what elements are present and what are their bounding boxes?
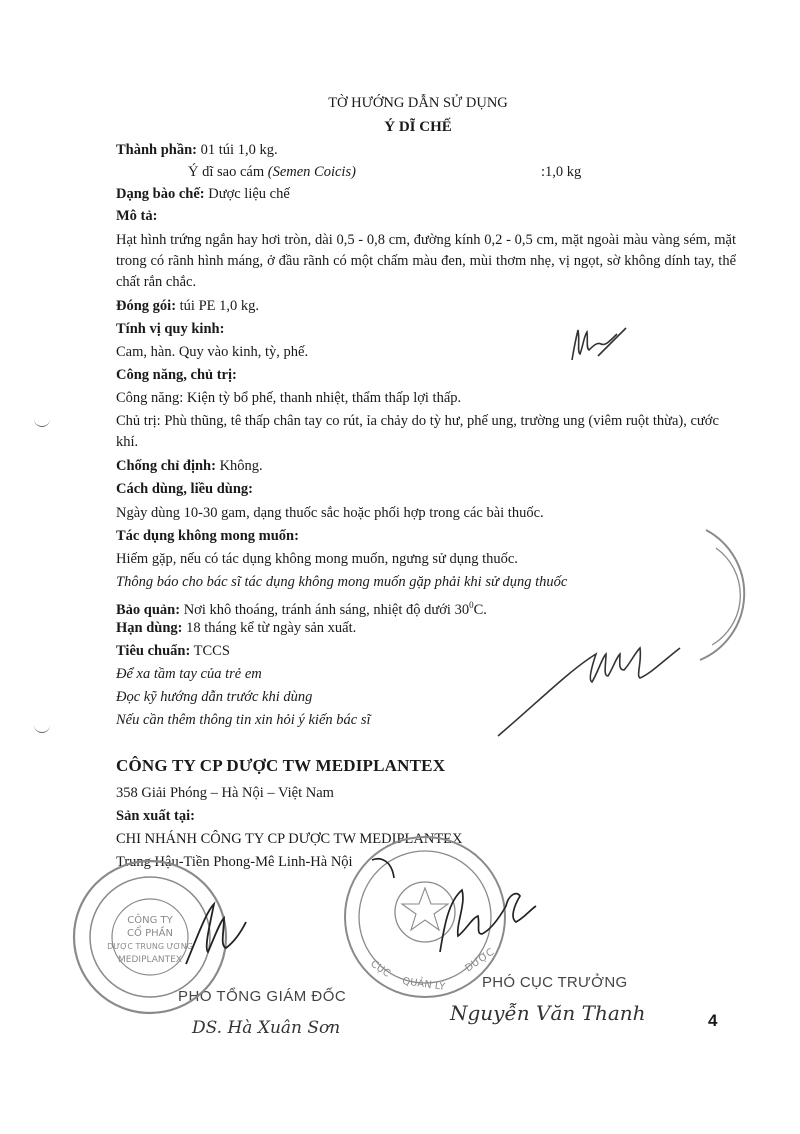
authority-stamp-line-2: QUẢN LÝ [401, 976, 446, 993]
company-address: 358 Giải Phóng – Hà Nội – Việt Nam [116, 785, 334, 801]
functions-line1: Công năng: Kiện tỳ bổ phế, thanh nhiệt, thẩm thấp lợi thấp. [116, 390, 462, 406]
partial-stamp-edge [700, 530, 744, 660]
functions-line2: Chủ trị: Phù thũng, tê thấp chân tay co rút, ỉa chảy do tỳ hư, phế ung, trường ung (viêm ruột thừa), cước khí. [116, 413, 719, 450]
right-signatory-title: PHÓ CỤC TRƯỞNG [482, 974, 628, 991]
ingredient-latin: (Semen Coicis) [267, 164, 356, 180]
side-effects-label: Tác dụng không mong muốn: [116, 528, 299, 544]
official-signature [372, 859, 536, 952]
dosage-label: Cách dùng, liều dùng: [116, 481, 253, 497]
contraindications-line [116, 457, 263, 476]
document-title: TỜ HƯỚNG DẪN SỬ DỤNG [328, 95, 508, 111]
warning-ask-doctor: Nếu cần thêm thông tin xin hỏi ý kiến bác sĩ [116, 712, 371, 728]
authority-stamp [345, 837, 505, 997]
side-effects-text: Hiếm gặp, nếu có tác dụng không mong muốn, ngưng sử dụng thuốc. [116, 551, 518, 567]
warning-read-instructions: Đọc kỹ hướng dẫn trước khi dùng [116, 689, 313, 705]
packaging-line [116, 297, 259, 316]
form-value: Dược liệu chế [208, 186, 290, 202]
ingredient-name: Ý dĩ sao cám [188, 164, 265, 180]
nature-label: Tính vị quy kinh: [116, 321, 225, 337]
side-effects-note: Thông báo cho bác sĩ tác dụng không mong muốn gặp phải khi sử dụng thuốc [116, 574, 568, 590]
dosage-text: Ngày dùng 10-30 gam, dạng thuốc sắc hoặc phối hợp trong các bài thuốc. [116, 505, 544, 521]
storage-label: Bảo quản: [116, 601, 181, 618]
shelf-life-value: 18 tháng kể từ ngày sản xuất. [186, 620, 357, 636]
left-signatory-name: DS. Hà Xuân Sơn [192, 1018, 341, 1038]
ingredient-line [188, 163, 356, 182]
warning-children: Để xa tầm tay của trẻ em [116, 666, 262, 682]
composition-label: Thành phần: [116, 142, 198, 158]
branch-name: CHI NHÁNH CÔNG TY CP DƯỢC TW MEDIPLANTEX [116, 831, 463, 847]
composition-value: 01 túi 1,0 kg. [200, 142, 278, 158]
company-name: CÔNG TY CP DƯỢC TW MEDIPLANTEX [116, 756, 446, 775]
shelf-life-label: Hạn dùng: [116, 620, 183, 636]
authority-stamp-line-3: DƯỢC [463, 946, 497, 975]
punch-hole-bottom [34, 724, 50, 733]
storage-unit: C. [473, 601, 487, 618]
form-line [116, 185, 290, 204]
standard-label: Tiêu chuẩn: [116, 643, 191, 659]
composition-line [116, 141, 278, 160]
manufactured-label: Sản xuất tại: [116, 808, 195, 824]
description-label: Mô tả: [116, 208, 158, 224]
standard-line [116, 642, 230, 661]
company-stamp-line-1: CÔNG TY [127, 915, 173, 926]
initials-mark [572, 328, 626, 360]
nature-text: Cam, hàn. Quy vào kinh, tỳ, phế. [116, 344, 309, 360]
company-stamp-line-3: DƯỢC TRUNG ƯƠNG [107, 942, 193, 951]
ingredient-amount: :1,0 kg [541, 164, 582, 180]
punch-hole-top [34, 418, 50, 427]
storage-degree: 0 [469, 600, 474, 610]
branch-address: Trung Hậu-Tiền Phong-Mê Linh-Hà Nội [116, 854, 353, 870]
director-signature [186, 904, 246, 964]
description-text: Hạt hình trứng ngắn hay hơi tròn, dài 0,5 - 0,8 cm, đường kính 0,2 - 0,5 cm, mặt ngoài màu vàng sém, mặt trong có rãnh hình máng, ở đầu rãnh có một chấm màu đen, mùi thơm nhẹ, vị ngọt, sờ không dính tay, thể chất rắn chắc. [116, 232, 736, 290]
storage-value: Nơi khô thoáng, tránh ánh sáng, nhiệt độ dưới 30 [183, 601, 470, 618]
company-stamp-line-2: CỔ PHẦN [127, 928, 173, 939]
company-stamp-line-4: MEDIPLANTEX [118, 955, 182, 965]
packaging-label: Đóng gói: [116, 298, 177, 314]
form-label: Dạng bào chế: [116, 186, 205, 202]
authority-stamp-line-1: CỤC [368, 958, 393, 980]
packaging-value: túi PE 1,0 kg. [179, 298, 260, 314]
right-signatory-name: Nguyễn Văn Thanh [450, 1001, 646, 1025]
product-name: Ý DĨ CHẾ [384, 119, 452, 135]
storage-line [116, 596, 487, 620]
page-number: 4 [708, 1011, 718, 1030]
contraindications-label: Chống chỉ định: [116, 458, 216, 474]
approval-signature [498, 648, 680, 736]
functions-label: Công năng, chủ trị: [116, 367, 237, 383]
contraindications-value: Không. [219, 458, 263, 474]
left-signatory-title: PHÓ TỔNG GIÁM ĐỐC [178, 988, 347, 1005]
shelf-life-line [116, 619, 356, 638]
standard-value: TCCS [193, 643, 230, 659]
